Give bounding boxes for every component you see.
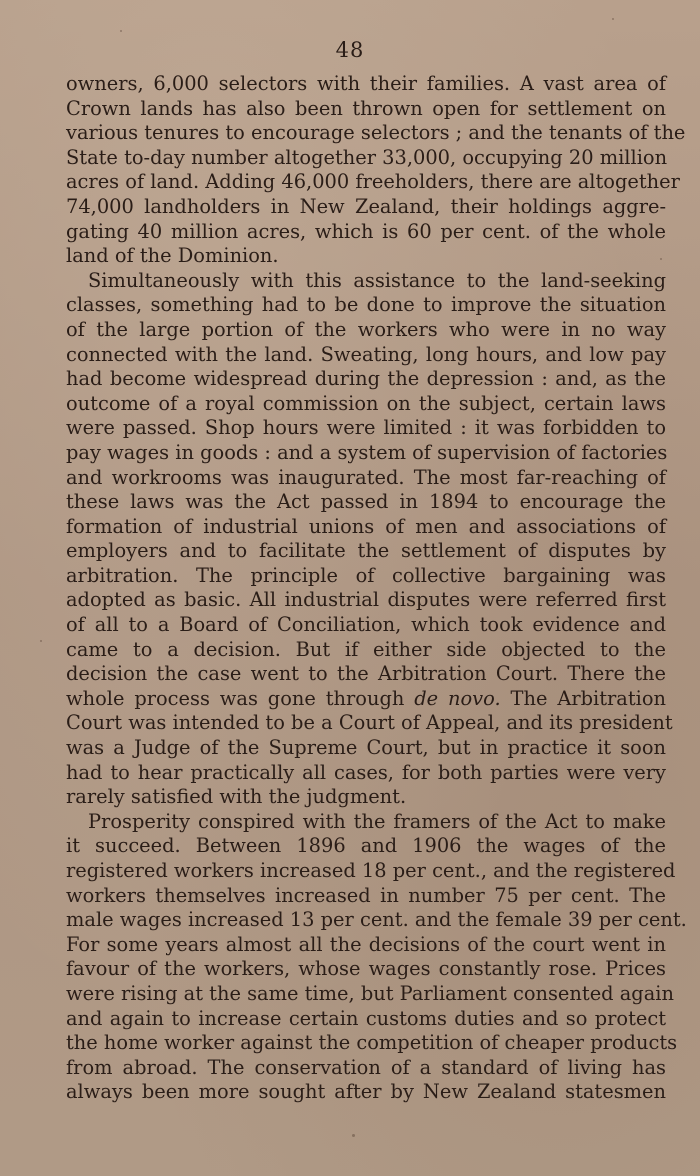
text-line: adopted as basic. All industrial disputes were referred first bbox=[66, 588, 666, 612]
text-line: decision the case went to the Arbitration Court. There the bbox=[66, 662, 666, 686]
text-line: pay wages in goods : and a system of supervision of factories bbox=[66, 440, 668, 464]
text-line: the home worker against the competition of cheaper products bbox=[66, 1031, 678, 1055]
text-line: favour of the workers, whose wages constantly rose. Prices bbox=[66, 957, 666, 981]
text-line: always been more sought after by New Zealand statesmen bbox=[66, 1080, 666, 1104]
text-line: Prosperity conspired with the framers of the Act to make bbox=[88, 809, 666, 833]
text-line: male wages increased 13 per cent. and the female 39 per cent. bbox=[66, 908, 687, 932]
italic-phrase: de novo. bbox=[414, 686, 501, 710]
page-number: 48 bbox=[335, 38, 365, 62]
text-line: and again to increase certain customs duties and so protect bbox=[66, 1006, 666, 1030]
text-line: Simultaneously with this assistance to the land-seeking bbox=[88, 268, 666, 292]
text-line: various tenures to encourage selectors ; and the tenants of the bbox=[66, 121, 686, 145]
body-text bbox=[66, 72, 687, 1105]
text-line: workers themselves increased in number 75 per cent. The bbox=[66, 883, 666, 907]
text-line: State to-day number altogether 33,000, occupying 20 million bbox=[66, 145, 668, 169]
text-line: were rising at the same time, but Parliament consented again bbox=[66, 981, 674, 1005]
text-line: of all to a Board of Conciliation, which took evidence and bbox=[66, 613, 666, 637]
paper-speck bbox=[40, 640, 42, 642]
paper-speck bbox=[352, 1134, 355, 1137]
paper-speck bbox=[660, 258, 662, 260]
text-line: Court was intended to be a Court of Appeal, and its president bbox=[66, 711, 673, 735]
text-line: was a Judge of the Supreme Court, but in practice it soon bbox=[66, 736, 666, 760]
text-line: and workrooms was inaugurated. The most far-reaching of bbox=[66, 465, 666, 489]
text-line: For some years almost all the decisions of the court went in bbox=[66, 932, 666, 956]
text-line: 74,000 landholders in New Zealand, their holdings aggre- bbox=[66, 194, 666, 218]
text-line: gating 40 million acres, which is 60 per cent. of the whole bbox=[66, 219, 666, 243]
text-line: connected with the land. Sweating, long hours, and low pay bbox=[66, 342, 666, 366]
text-line: Crown lands has also been thrown open for settlement on bbox=[66, 96, 666, 120]
text-line: had become widespread during the depression : and, as the bbox=[66, 367, 666, 391]
text-line: employers and to facilitate the settlement of disputes by bbox=[66, 539, 666, 563]
text-line: from abroad. The conservation of a standard of living has bbox=[66, 1055, 666, 1079]
text-line: formation of industrial unions of men and associations of bbox=[66, 514, 666, 538]
text-line: were passed. Shop hours were limited : it was forbidden to bbox=[66, 416, 666, 440]
text-line: outcome of a royal commission on the subject, certain laws bbox=[66, 391, 666, 415]
text-segment: The Arbitration bbox=[510, 686, 666, 710]
paper-speck bbox=[120, 30, 122, 32]
text-line: acres of land. Adding 46,000 freeholders, there are altogether bbox=[66, 170, 680, 194]
text-line: these laws was the Act passed in 1894 to encourage the bbox=[66, 490, 666, 514]
text-line: arbitration. The principle of collective bargaining was bbox=[66, 563, 666, 587]
text-line: rarely satisfied with the judgment. bbox=[66, 785, 407, 809]
text-line: land of the Dominion. bbox=[66, 244, 279, 268]
text-line: had to hear practically all cases, for both parties were very bbox=[66, 760, 666, 784]
text-line: registered workers increased 18 per cent., and the registered bbox=[66, 859, 676, 882]
text-segment: whole process was gone through bbox=[66, 686, 405, 710]
text-line: owners, 6,000 selectors with their families. A vast area of bbox=[66, 72, 666, 95]
paper-speck bbox=[612, 18, 614, 20]
text-line: classes, something had to be done to improve the situation bbox=[66, 293, 666, 317]
text-line: it succeed. Between 1896 and 1906 the wages of the bbox=[66, 834, 666, 858]
text-line: of the large portion of the workers who were in no way bbox=[66, 317, 666, 341]
text-line-mixed bbox=[66, 687, 666, 712]
text-line: came to a decision. But if either side objected to the bbox=[66, 637, 666, 661]
